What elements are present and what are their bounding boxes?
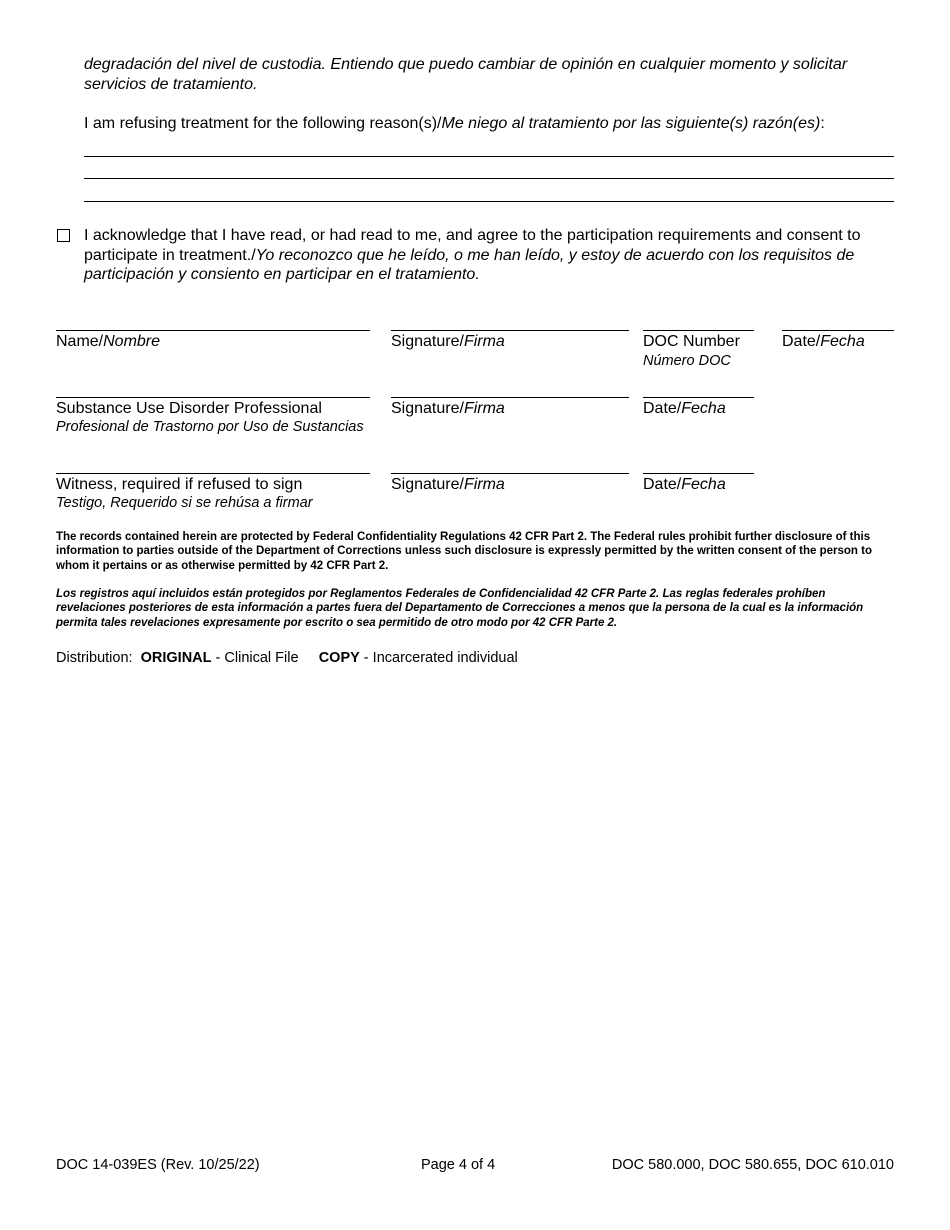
continued-paragraph: degradación del nivel de custodia. Entiendo que puedo cambiar de opinión en cualquier momento y solicitar servicios de tratamiento. <box>84 56 848 93</box>
distribution-line <box>56 649 518 667</box>
acknowledgment-text-en: I acknowledge that I have read, or had read to me, and agree to the participation requirements and consent to participate in treatment./ <box>84 227 861 264</box>
date-line-3[interactable] <box>643 473 754 474</box>
refusal-prompt-en: I am refusing treatment for the following reason(s)/ <box>84 115 442 132</box>
footer-policies: DOC 580.000, DOC 580.655, DOC 610.010 <box>611 1157 894 1173</box>
acknowledge-checkbox[interactable] <box>57 229 70 242</box>
signature-line-3[interactable] <box>391 473 629 474</box>
reason-line-2[interactable] <box>84 178 894 179</box>
doc-number-line[interactable] <box>643 330 754 331</box>
reason-line-3[interactable] <box>84 201 894 202</box>
footer-form-id: DOC 14-039ES (Rev. 10/25/22) <box>56 1157 260 1173</box>
date-line-1[interactable] <box>782 330 894 331</box>
date-line-2[interactable] <box>643 397 754 398</box>
date-label-1: Date/Fecha <box>782 333 865 350</box>
sud-professional-line[interactable] <box>56 397 370 398</box>
distribution-original-dest: - Clinical File <box>211 650 299 666</box>
signature-line-1[interactable] <box>391 330 629 331</box>
confidentiality-notice-en: The records contained herein are protected by Federal Confidentiality Regulations 42 CFR Part 2. The Federal rules prohibit further disclosure of this information to parties outside of the Department of Corrections unless such disclosure is expressly permitted by the written consent of the person to whom it pertains or as otherwise permitted by 42 CFR Part 2. <box>56 531 873 572</box>
sud-professional-label: Substance Use Disorder Professional <box>56 400 322 417</box>
witness-label: Witness, required if refused to sign <box>56 476 303 493</box>
signature-label-2: Signature/Firma <box>391 400 505 417</box>
acknowledgment-text-es: Yo reconozco que he leído, o me han leído, y estoy de acuerdo con los requisitos de participación y consiento en participar en el tratamiento. <box>84 246 855 283</box>
doc-number-label-es: Número DOC <box>643 353 731 369</box>
distribution-label: Distribution: <box>56 650 133 666</box>
signature-line-2[interactable] <box>391 397 629 398</box>
refusal-prompt-es: Me niego al tratamiento por las siguiente(s) razón(es) <box>441 115 821 132</box>
signature-label-3: Signature/Firma <box>391 476 505 493</box>
name-label: Name/Nombre <box>56 333 161 350</box>
sud-professional-label-es: Profesional de Trastorno por Uso de Sustancias <box>56 419 364 435</box>
witness-line[interactable] <box>56 473 370 474</box>
date-label-2: Date/Fecha <box>643 400 726 417</box>
distribution-copy: COPY <box>318 650 360 666</box>
acknowledgment-text <box>84 226 899 285</box>
reason-line-1[interactable] <box>84 156 894 157</box>
refusal-prompt <box>84 114 904 134</box>
witness-label-es: Testigo, Requerido si se rehúsa a firmar <box>56 495 313 511</box>
confidentiality-notice-es: Los registros aquí incluidos están protegidos por Reglamentos Federales de Confidencialidad 42 CFR Parte 2. Las reglas federales prohíben revelaciones posteriores de esta información a partes fuera del Departamento de Correcciones a menos que la persona de la cual es la información permita tales revelaciones expresamente por escrito o sea permitido de otro modo por 42 CFR Parte 2. <box>56 588 864 629</box>
doc-number-label: DOC Number <box>643 333 740 350</box>
distribution-original: ORIGINAL <box>140 650 212 666</box>
signature-label-1: Signature/Firma <box>391 333 505 350</box>
refusal-prompt-colon: : <box>820 115 825 132</box>
distribution-copy-dest: - Incarcerated individual <box>359 650 518 666</box>
date-label-3: Date/Fecha <box>643 476 726 493</box>
name-line[interactable] <box>56 330 370 331</box>
footer-page-number: Page 4 of 4 <box>421 1157 496 1173</box>
